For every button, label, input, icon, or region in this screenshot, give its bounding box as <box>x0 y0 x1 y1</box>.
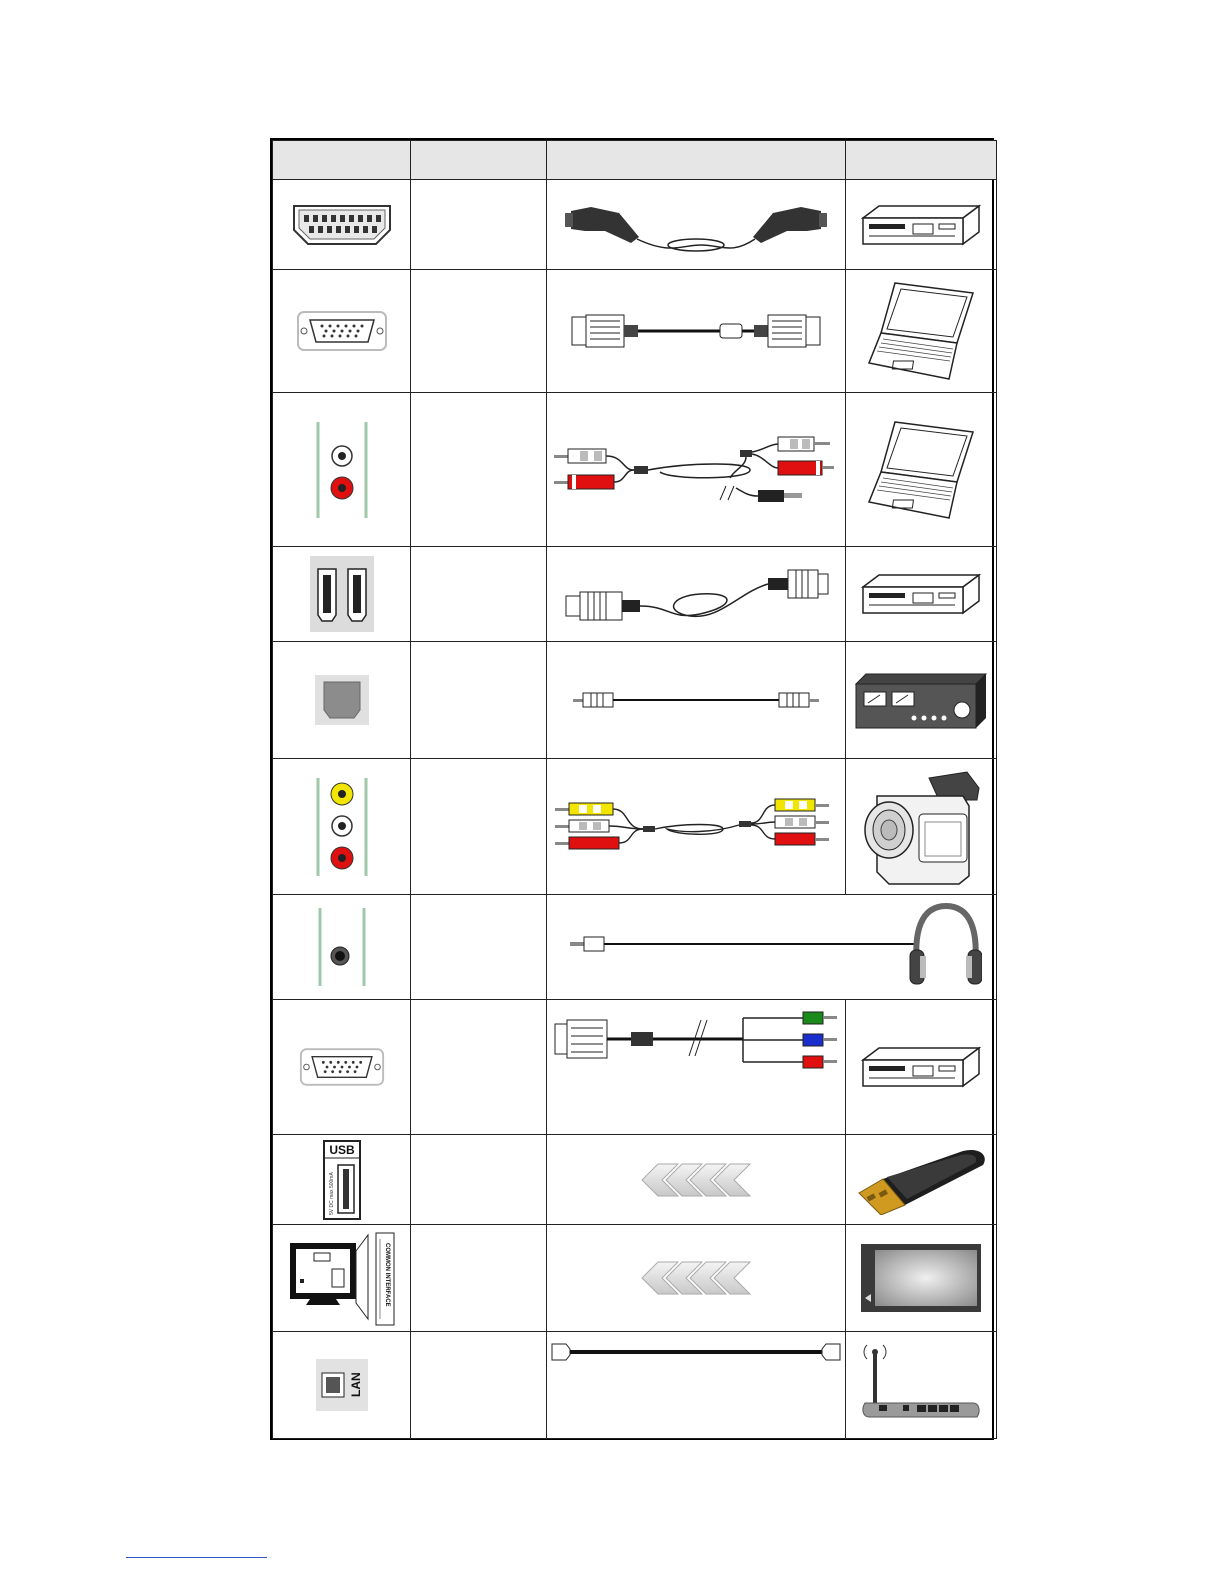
hdmi-type-cell <box>411 547 547 642</box>
headphone-port-icon <box>316 906 368 988</box>
router-icon <box>859 1341 983 1429</box>
table-row <box>273 1332 997 1439</box>
amplifier-icon <box>852 670 990 730</box>
headphone-cable-cell <box>547 895 997 1000</box>
camcorder-icon <box>859 766 983 888</box>
av-cable-cell <box>547 759 846 895</box>
table-row <box>273 270 997 393</box>
headphone-port-cell <box>273 895 411 1000</box>
lan-port-icon <box>314 1357 370 1413</box>
ypbpr-type-cell <box>411 1000 547 1135</box>
scart-cable-icon <box>561 193 831 257</box>
audio-cable-icon <box>550 430 842 510</box>
vga-device-cell <box>846 270 997 393</box>
footnote-link-line <box>126 1557 267 1558</box>
hdmi-cable-cell <box>547 547 846 642</box>
table-row <box>273 547 997 642</box>
lan-port-label: LAN <box>348 1372 363 1397</box>
usb-port-icon <box>322 1139 362 1221</box>
spdif-device-cell <box>846 642 997 759</box>
lan-cable-cell <box>547 1332 846 1439</box>
scart-device-cell <box>846 180 997 270</box>
usb-arrows-cell <box>547 1135 846 1225</box>
ci-slot-icon <box>286 1229 398 1327</box>
header-device <box>846 141 997 180</box>
dvd-recorder-icon <box>859 200 983 250</box>
ci-device-cell <box>846 1225 997 1332</box>
av-port-cell <box>273 759 411 895</box>
audio-lr-port-icon <box>312 420 372 520</box>
coax-cable-icon <box>571 688 821 712</box>
usb-power-label: 5V DC max 500mA <box>328 1171 335 1215</box>
dvd-recorder-icon <box>859 1042 983 1092</box>
usb-port-cell <box>273 1135 411 1225</box>
lan-device-cell <box>846 1332 997 1439</box>
table-row <box>273 180 997 270</box>
hdmi-port-icon <box>309 555 375 633</box>
scart-port-cell <box>273 180 411 270</box>
ethernet-cable-icon <box>548 1340 844 1364</box>
ci-type-cell <box>411 1225 547 1332</box>
vga-cable-icon <box>566 309 826 353</box>
laptop-icon <box>865 279 977 383</box>
table-row <box>273 1135 997 1225</box>
header-type <box>411 141 547 180</box>
vga-port-icon <box>299 1046 385 1088</box>
ci-slot-label: COMMON INTERFACE <box>383 1243 390 1307</box>
table-row <box>273 642 997 759</box>
cam-module-icon <box>859 1242 983 1314</box>
audio-type-cell <box>411 393 547 547</box>
hdmi-device-cell <box>846 547 997 642</box>
table-row <box>273 759 997 895</box>
insert-arrows-icon <box>638 1260 754 1296</box>
ypbpr-cable-cell <box>547 1000 846 1135</box>
usb-stick-icon <box>853 1145 989 1215</box>
spdif-port-icon <box>314 674 370 726</box>
table-row <box>273 895 997 1000</box>
av-cable-icon <box>553 795 839 859</box>
audio-port-cell <box>273 393 411 547</box>
vga-type-cell <box>411 270 547 393</box>
lan-type-cell <box>411 1332 547 1439</box>
dvd-recorder-icon <box>859 569 983 619</box>
usb-port-label: USB <box>328 1142 355 1157</box>
av-port-icon <box>312 776 372 878</box>
usb-device-cell <box>846 1135 997 1225</box>
ci-arrows-cell <box>547 1225 846 1332</box>
spdif-type-cell <box>411 642 547 759</box>
insert-arrows-icon <box>638 1162 754 1198</box>
header-cables <box>547 141 846 180</box>
ypbpr-device-cell <box>846 1000 997 1135</box>
table-row <box>273 1225 997 1332</box>
hdmi-cable-icon <box>560 562 832 626</box>
table-row <box>273 1000 997 1135</box>
headphones-icon <box>910 906 982 984</box>
ypbpr-port-cell <box>273 1000 411 1135</box>
vga-port-icon <box>296 310 388 352</box>
audio-device-cell <box>846 393 997 547</box>
header-connector <box>273 141 411 180</box>
headphone-type-cell <box>411 895 547 1000</box>
connection-table-frame <box>270 138 994 1440</box>
ypbpr-cable-icon <box>551 1006 841 1076</box>
hdmi-port-cell <box>273 547 411 642</box>
scart-cable-cell <box>547 180 846 270</box>
usb-type-cell <box>411 1135 547 1225</box>
audio-cable-cell <box>547 393 846 547</box>
table-row <box>273 393 997 547</box>
headphone-cable-icon <box>562 900 982 994</box>
connection-table <box>272 140 997 1439</box>
ci-port-cell <box>273 1225 411 1332</box>
laptop-icon <box>865 418 977 522</box>
spdif-port-cell <box>273 642 411 759</box>
vga-port-cell <box>273 270 411 393</box>
scart-port-icon <box>290 202 394 248</box>
av-device-cell <box>846 759 997 895</box>
lan-port-cell <box>273 1332 411 1439</box>
av-type-cell <box>411 759 547 895</box>
scart-type-cell <box>411 180 547 270</box>
table-header-row <box>273 141 997 180</box>
vga-cable-cell <box>547 270 846 393</box>
spdif-cable-cell <box>547 642 846 759</box>
